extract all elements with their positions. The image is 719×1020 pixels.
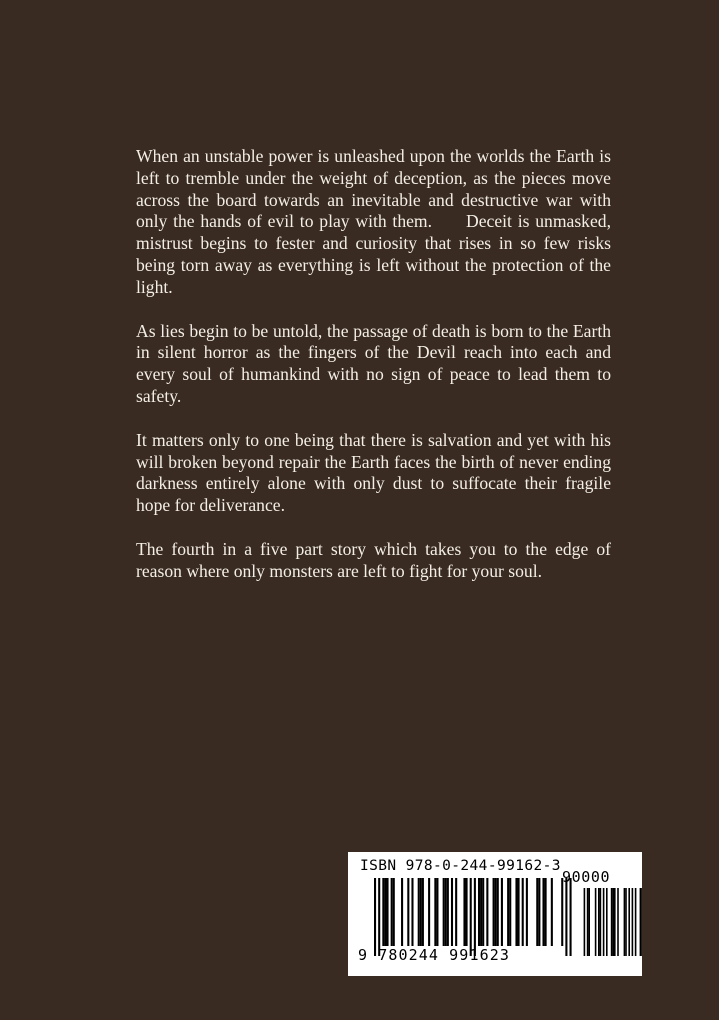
addon-bar bbox=[625, 888, 627, 956]
barcode-bar bbox=[518, 878, 520, 946]
barcode-bar bbox=[507, 878, 509, 946]
back-cover-blurb bbox=[136, 146, 611, 605]
addon-bar bbox=[587, 888, 589, 956]
barcode-bar bbox=[570, 878, 572, 956]
addon-bar bbox=[614, 888, 616, 956]
blurb-paragraph-1-part-a: When an unstable power is unleashed upon the worlds the Earth is left to tremble under the weight of deception, as the pieces move across the board towards an inevitable and destructive war with only the hands of evil to play with them. bbox=[136, 146, 611, 232]
barcode-bar bbox=[551, 878, 553, 946]
price-code: 90000 bbox=[562, 868, 611, 886]
addon-bar bbox=[595, 888, 597, 956]
barcode-bar bbox=[542, 878, 544, 946]
barcode-bar bbox=[418, 878, 420, 946]
addon-bar bbox=[624, 888, 626, 956]
barcode-bar bbox=[478, 878, 480, 946]
addon-bar bbox=[632, 888, 634, 956]
addon-bar bbox=[598, 888, 600, 956]
blurb-paragraph-1-part-b: Deceit is unmasked, mistrust begins to fester and curiosity that rises in so few risks being torn away as everything is left without the protection of the light. bbox=[136, 211, 611, 297]
barcode-bar bbox=[501, 878, 503, 946]
addon-bar bbox=[584, 888, 586, 956]
barcode-bar bbox=[526, 878, 528, 946]
barcode-bar bbox=[482, 878, 484, 946]
blurb-paragraph-4: The fourth in a five part story which takes you to the edge of reason where only monsters are left to fight for your soul. bbox=[136, 538, 611, 581]
barcode-bar bbox=[434, 878, 436, 946]
addon-bar bbox=[641, 888, 642, 956]
barcode-bar bbox=[436, 878, 438, 946]
barcode-bar bbox=[386, 878, 388, 946]
barcode-bar bbox=[474, 878, 476, 956]
barcode-bar bbox=[391, 878, 393, 946]
addon-bar bbox=[640, 888, 642, 956]
blurb-paragraph-1 bbox=[136, 146, 611, 299]
barcode-bar bbox=[522, 878, 524, 946]
blurb-paragraph-3: It matters only to one being that there is salvation and yet with his will broken beyond repair the Earth faces the birth of never ending darkness entirely alone with only dust to suffocate their fragile hope for deliverance. bbox=[136, 429, 611, 516]
addon-bar bbox=[617, 888, 619, 956]
barcode-bar bbox=[565, 878, 567, 956]
barcode-bar bbox=[561, 878, 563, 946]
addon-bar bbox=[603, 888, 605, 956]
barcode-bar bbox=[443, 878, 445, 946]
ean-digits: 9 780244 991623 bbox=[358, 946, 510, 964]
addon-bar bbox=[628, 888, 630, 956]
addon-bar bbox=[588, 888, 590, 956]
barcode-bar bbox=[509, 878, 511, 946]
addon-bar bbox=[606, 888, 608, 956]
barcode-bar bbox=[422, 878, 424, 946]
barcode-bar bbox=[538, 878, 540, 946]
barcode-bar bbox=[493, 878, 495, 946]
isbn-label: ISBN 978-0-244-99162-3 bbox=[360, 858, 561, 874]
barcode-bar bbox=[420, 878, 422, 946]
addon-bar bbox=[612, 888, 614, 956]
addon-bar bbox=[600, 888, 602, 956]
barcode-bar bbox=[407, 878, 409, 946]
addon-bar bbox=[611, 888, 613, 956]
barcode-bar bbox=[497, 878, 499, 946]
barcode-bar bbox=[470, 878, 472, 956]
addon-bar bbox=[635, 888, 637, 956]
barcode-bar bbox=[515, 878, 517, 946]
barcode-bar bbox=[545, 878, 547, 946]
barcode-bar bbox=[466, 878, 468, 946]
barcode-bar bbox=[536, 878, 538, 946]
barcode-bar bbox=[378, 878, 380, 956]
barcode-bar bbox=[411, 878, 413, 946]
barcode-bar bbox=[455, 878, 457, 946]
barcode-bar bbox=[486, 878, 488, 946]
barcode-bar bbox=[463, 878, 465, 946]
barcode-bar bbox=[384, 878, 386, 946]
barcode-bar bbox=[374, 878, 376, 956]
barcode-bar bbox=[382, 878, 384, 946]
barcode-bar bbox=[451, 878, 453, 946]
barcode-bar bbox=[445, 878, 447, 946]
barcode-bar bbox=[401, 878, 403, 946]
blurb-paragraph-2: As lies begin to be untold, the passage of death is born to the Earth in silent horror as the fingers of the Devil reach into each and every soul of humankind with no sign of peace to lead them to safety. bbox=[136, 320, 611, 406]
barcode-bar bbox=[480, 878, 482, 946]
barcode-bar bbox=[447, 878, 449, 946]
barcode-bar bbox=[495, 878, 497, 946]
barcode-bar bbox=[393, 878, 395, 946]
barcode-bar bbox=[428, 878, 430, 946]
isbn-barcode-box bbox=[348, 852, 642, 976]
